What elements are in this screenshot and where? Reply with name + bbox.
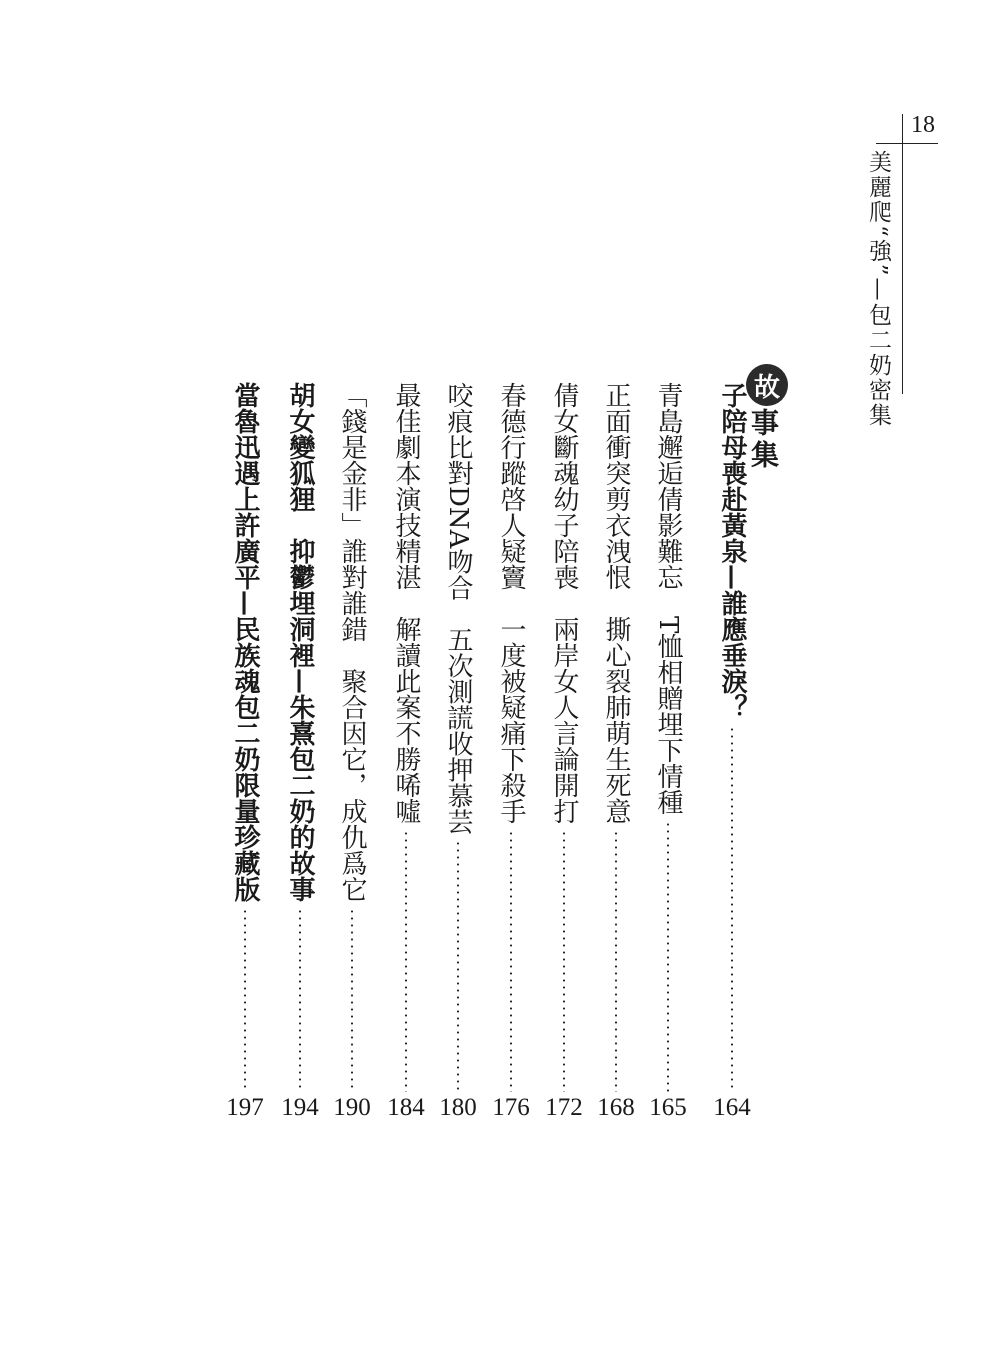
- toc-entry-10[interactable]: [226, 382, 264, 1121]
- header-rule-vertical-top: [902, 114, 903, 144]
- toc-entry-6[interactable]: [439, 382, 477, 1121]
- toc-entry-1[interactable]: [713, 382, 751, 1121]
- toc-entry-page: 164: [713, 1094, 751, 1121]
- toc-entry-title: 正面衝突剪衣洩恨 撕心裂肺萌生死意: [601, 382, 631, 824]
- toc-entry-3[interactable]: [597, 382, 635, 1121]
- toc-entry-title: 胡女變狐狸 抑鬱埋洞裡—朱熹包二奶的故事: [285, 382, 315, 902]
- toc-entry-title: 青島邂逅倩影難忘 T恤相贈埋下情種: [653, 382, 683, 816]
- running-head: 美麗爬“強”—包二奶密集: [865, 150, 891, 428]
- toc-leader-dots: [405, 830, 407, 1092]
- toc-entry-title: 倩女斷魂幼子陪喪 兩岸女人言論開打: [549, 382, 579, 824]
- toc-entry-page: 176: [492, 1094, 530, 1121]
- toc-entry-page: 180: [439, 1094, 477, 1121]
- toc-leader-dots: [457, 840, 459, 1092]
- toc-entry-page: 168: [597, 1094, 635, 1121]
- toc-entry-title: 春德行蹤啓人疑竇 一度被疑痛下殺手: [496, 382, 526, 824]
- toc-entry-page: 184: [387, 1094, 425, 1121]
- header-rule-horizontal: [876, 143, 938, 144]
- toc-entry-page: 197: [226, 1094, 264, 1121]
- toc-entry-title: 子陪母喪赴黃泉—誰應垂淚？: [717, 382, 747, 720]
- page-number: 18: [911, 112, 935, 138]
- toc-entry-page: 194: [281, 1094, 319, 1121]
- toc-entry-2[interactable]: [649, 382, 687, 1121]
- toc-entry-title: 咬痕比對DNA吻合 五次測謊收押慕芸: [443, 382, 473, 835]
- toc-entry-7[interactable]: [387, 382, 425, 1121]
- toc-entry-title: 「錢是金非」誰對誰錯 聚合因它，成仇爲它: [337, 382, 367, 902]
- toc-leader-dots: [351, 908, 353, 1092]
- toc-leader-dots: [510, 830, 512, 1092]
- toc-leader-dots: [615, 830, 617, 1092]
- toc-entry-title: 最佳劇本演技精湛 解讀此案不勝唏噓: [391, 382, 421, 824]
- section-badge: 故: [746, 364, 788, 406]
- toc-leader-dots: [667, 821, 669, 1092]
- toc-entry-9[interactable]: [281, 382, 319, 1121]
- toc-entry-8[interactable]: [333, 382, 371, 1121]
- toc-leader-dots: [731, 726, 733, 1092]
- toc-entry-page: 172: [545, 1094, 583, 1121]
- toc-entry-page: 165: [649, 1094, 687, 1121]
- header-rule-vertical: [902, 144, 903, 394]
- toc-leader-dots: [563, 830, 565, 1092]
- toc-entry-5[interactable]: [492, 382, 530, 1121]
- toc-entry-title: 當魯迅遇上許廣平—民族魂包二奶限量珍藏版: [230, 382, 260, 902]
- toc-entry-4[interactable]: [545, 382, 583, 1121]
- toc-leader-dots: [244, 908, 246, 1092]
- toc-entry-page: 190: [333, 1094, 371, 1121]
- toc-leader-dots: [299, 908, 301, 1092]
- section-title: 事集: [747, 408, 780, 472]
